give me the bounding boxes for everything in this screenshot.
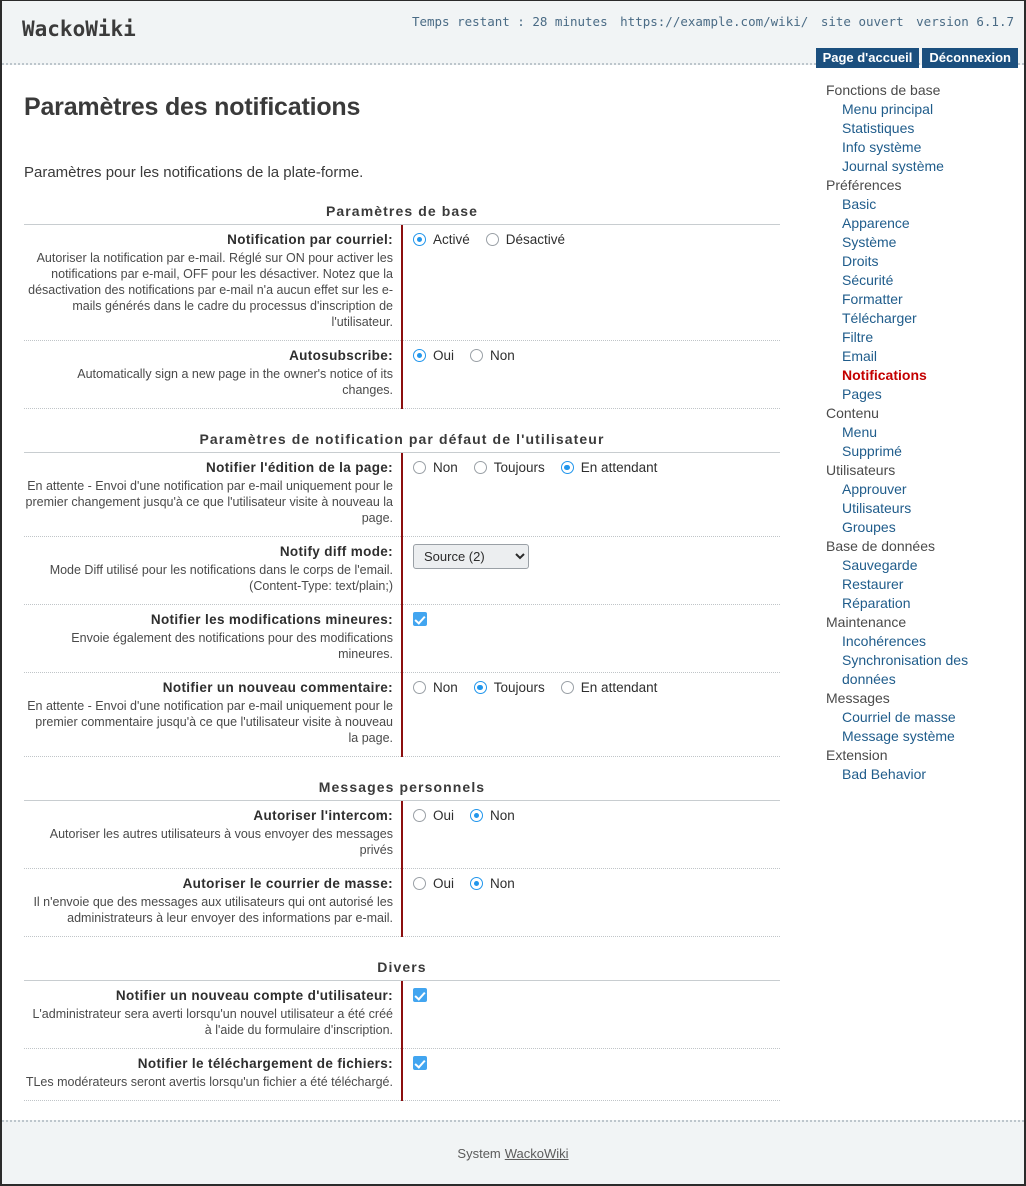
radio-option-label: Non: [490, 808, 515, 823]
setting-label-cell: [24, 673, 402, 757]
setting-label: Autoriser le courrier de masse:: [182, 876, 393, 891]
radio-option[interactable]: [474, 460, 545, 475]
sidebar-item-sauvegarde[interactable]: Sauvegarde: [842, 557, 918, 573]
radio-button-icon[interactable]: [470, 809, 483, 822]
sidebar-item-supprim[interactable]: Supprimé: [842, 443, 902, 459]
sidebar-item-groupes[interactable]: Groupes: [842, 519, 896, 535]
setting-label: Notifier le téléchargement de fichiers:: [137, 1056, 393, 1071]
page-intro: Paramètres pour les notifications de la plate-forme.: [24, 164, 364, 181]
page-body: [2, 65, 1024, 1121]
setting-description: L'administrateur sera averti lorsqu'un nouvel utilisateur a été créé à l'aide du formulaire d'inscription.: [32, 1007, 393, 1037]
sidebar-item-basic[interactable]: Basic: [842, 196, 877, 212]
sidebar-item-menu[interactable]: Menu: [842, 424, 878, 440]
sidebar-item-pages[interactable]: Pages: [842, 386, 882, 402]
radio-option-label: Non: [433, 680, 458, 695]
sidebar-item-email[interactable]: Email: [842, 348, 878, 364]
setting-description: Envoie également des notifications pour des modifications mineures.: [71, 631, 393, 661]
setting-description: En attente - Envoi d'une notification par e-mail uniquement pour le premier commentaire jusqu'à ce que l'utilisateur visite à nouveau la page.: [27, 699, 393, 745]
radio-group: [413, 808, 780, 823]
radio-option-label: Toujours: [493, 460, 545, 475]
section-title: Messages personnels: [24, 757, 780, 801]
sidebar-item-restaurer[interactable]: Restaurer: [842, 576, 904, 592]
sidebar-item-approuver[interactable]: Approuver: [842, 481, 907, 497]
sidebar-group-label: Base de données: [826, 538, 935, 554]
radio-option-label: Oui: [433, 876, 455, 891]
setting-label-cell: [24, 225, 402, 341]
setting-label: Autoriser l'intercom:: [253, 808, 393, 823]
setting-description: En attente - Envoi d'une notification par e-mail uniquement pour le premier changement jusqu'à ce que l'utilisateur visite à nouveau la page.: [25, 479, 393, 525]
radio-option[interactable]: [561, 680, 658, 695]
setting-control-cell: [402, 1049, 780, 1101]
radio-group: [413, 876, 780, 891]
radio-option[interactable]: [413, 232, 470, 247]
settings-table: [24, 453, 780, 757]
setting-label: Notifier les modifications mineures:: [150, 612, 393, 627]
checkbox-input[interactable]: [413, 1056, 427, 1070]
sidebar-group-label: Messages: [826, 690, 890, 706]
setting-description: TLes modérateurs seront avertis lorsqu'un fichier a été téléchargé.: [25, 1075, 393, 1089]
sidebar-nav: [802, 81, 1014, 784]
setting-description: Autoriser les autres utilisateurs à vous envoyer des messages privés: [49, 827, 393, 857]
radio-option[interactable]: [413, 808, 454, 823]
radio-option[interactable]: [470, 808, 515, 823]
radio-group: [413, 232, 780, 247]
setting-description: Il n'envoie que des messages aux utilisateurs qui ont autorisé les administrateurs à leur envoyer des informations par e-mail.: [33, 895, 393, 925]
setting-row: [24, 453, 780, 537]
sidebar-item-apparence[interactable]: Apparence: [842, 215, 910, 231]
setting-row: [24, 869, 780, 937]
setting-label-cell: [24, 869, 402, 937]
radio-group: [413, 680, 780, 695]
radio-option-label: Désactivé: [505, 232, 566, 247]
footer-prefix: System: [457, 1145, 501, 1161]
setting-label: Notify diff mode:: [279, 544, 393, 559]
setting-row: [24, 225, 780, 341]
radio-group: [413, 348, 780, 363]
sidebar-item-incoh-rences[interactable]: Incohérences: [842, 633, 927, 649]
radio-option-label: Activé: [433, 232, 470, 247]
setting-label-cell: [24, 981, 402, 1049]
radio-button-icon[interactable]: [474, 681, 487, 694]
sidebar-item-journal-syst-me[interactable]: Journal système: [842, 158, 944, 174]
sidebar-item-synchronisation-des-donn-es[interactable]: Synchronisation des données: [842, 652, 969, 687]
setting-row: [24, 605, 780, 673]
setting-row: [24, 537, 780, 605]
setting-control-cell: [402, 605, 780, 673]
radio-option[interactable]: [413, 680, 458, 695]
site-state-text: site ouvert: [820, 14, 904, 29]
radio-option[interactable]: [470, 876, 515, 891]
radio-option-label: Non: [433, 460, 458, 475]
sidebar-item-message-syst-me[interactable]: Message système: [842, 728, 955, 744]
setting-row: [24, 1049, 780, 1101]
radio-button-icon[interactable]: [413, 877, 426, 890]
setting-control-cell: [402, 537, 780, 605]
setting-label: Notification par courriel:: [227, 232, 393, 247]
sidebar-item-utilisateurs[interactable]: Utilisateurs: [842, 500, 912, 516]
radio-option-label: Oui: [433, 808, 455, 823]
setting-control-cell: [402, 453, 780, 537]
setting-label-cell: [24, 801, 402, 869]
setting-label-cell: [24, 1049, 402, 1101]
section-title: Paramètres de notification par défaut de l'utilisateur: [24, 409, 780, 453]
sidebar-item-statistiques[interactable]: Statistiques: [842, 120, 915, 136]
radio-option[interactable]: [486, 232, 565, 247]
settings-table: [24, 981, 780, 1101]
radio-button-icon[interactable]: [413, 681, 426, 694]
sidebar-item-s-curit[interactable]: Sécurité: [842, 272, 894, 288]
checkbox-input[interactable]: [413, 988, 427, 1002]
setting-label-cell: [24, 605, 402, 673]
main-content: [2, 65, 802, 1163]
sidebar-group-label: Fonctions de base: [826, 82, 941, 98]
sidebar-group-label: Extension: [826, 747, 888, 763]
home-button[interactable]: Page d'accueil: [816, 48, 920, 68]
section-title: Divers: [24, 937, 780, 981]
settings-sections: [24, 181, 780, 1101]
radio-option-label: Non: [490, 348, 515, 363]
setting-row: [24, 801, 780, 869]
sidebar-item-syst-me[interactable]: Système: [842, 234, 897, 250]
sidebar-item-notifications[interactable]: Notifications: [842, 367, 927, 383]
setting-label: Notifier l'édition de la page:: [206, 460, 393, 475]
section-title: Paramètres de base: [24, 181, 780, 225]
setting-label-cell: [24, 341, 402, 409]
radio-group: [413, 460, 780, 475]
radio-button-icon[interactable]: [413, 461, 426, 474]
setting-row: [24, 341, 780, 409]
radio-option[interactable]: [474, 680, 545, 695]
setting-row: [24, 673, 780, 757]
sidebar-item-droits[interactable]: Droits: [842, 253, 879, 269]
setting-control-cell: [402, 981, 780, 1049]
radio-option-label: En attendant: [580, 460, 658, 475]
sidebar-group-label: Maintenance: [826, 614, 907, 630]
version-text: version 6.1.7: [916, 14, 1014, 29]
radio-button-icon[interactable]: [470, 877, 483, 890]
site-logo: WackoWiki: [22, 17, 136, 41]
sidebar-item-filtre[interactable]: Filtre: [842, 329, 874, 345]
radio-option-label: Oui: [433, 348, 455, 363]
setting-control-cell: [402, 801, 780, 869]
setting-description: Mode Diff utilisé pour les notifications dans le corps de l'email. (Content-Type: text/plain;): [49, 563, 393, 593]
setting-label: Autosubscribe:: [289, 348, 393, 363]
radio-button-icon[interactable]: [486, 233, 499, 246]
setting-control-cell: [402, 869, 780, 937]
settings-table: [24, 801, 780, 937]
setting-label: Notifier un nouveau commentaire:: [162, 680, 393, 695]
sidebar-item-menu-principal[interactable]: Menu principal: [842, 101, 934, 117]
radio-option[interactable]: [561, 460, 658, 475]
setting-description: Autoriser la notification par e-mail. Réglé sur ON pour activer les notifications par e-mail, OFF pour les désactiver. Notez que la désactivation des notifications par e-mail n'a aucun effet sur les e-mails générés dans le cadre du processus d'inscription de l'utilisateur.: [28, 251, 393, 329]
setting-control-cell: [402, 225, 780, 341]
time-remaining-text: Temps restant : 28 minutes: [411, 14, 608, 29]
radio-button-icon[interactable]: [561, 461, 574, 474]
radio-button-icon[interactable]: [413, 349, 426, 362]
radio-option[interactable]: [413, 876, 454, 891]
setting-label-cell: [24, 453, 402, 537]
header-status-line: [407, 14, 1014, 29]
setting-label-cell: [24, 537, 402, 605]
radio-button-icon[interactable]: [470, 349, 483, 362]
radio-option[interactable]: [470, 348, 515, 363]
sidebar-item-courriel-de-masse[interactable]: Courriel de masse: [842, 709, 956, 725]
setting-label: Notifier un nouveau compte d'utilisateur:: [115, 988, 393, 1003]
setting-control-cell: [402, 341, 780, 409]
diff-mode-select[interactable]: [413, 544, 529, 569]
setting-description: Automatically sign a new page in the owner's notice of its changes.: [77, 367, 393, 397]
radio-button-icon[interactable]: [561, 681, 574, 694]
sidebar-group-label: Utilisateurs: [826, 462, 896, 478]
radio-button-icon[interactable]: [413, 809, 426, 822]
radio-button-icon[interactable]: [413, 233, 426, 246]
page-footer: [2, 1120, 1024, 1184]
sidebar-item-r-paration[interactable]: Réparation: [842, 595, 911, 611]
sidebar-item-bad-behavior[interactable]: Bad Behavior: [842, 766, 927, 782]
checkbox-input[interactable]: [413, 612, 427, 626]
setting-row: [24, 981, 780, 1049]
logout-button[interactable]: Déconnexion: [922, 48, 1018, 68]
radio-option-label: Toujours: [493, 680, 545, 695]
sidebar-item-t-l-charger[interactable]: Télécharger: [842, 310, 917, 326]
page-title: Paramètres des notifications: [24, 93, 361, 121]
sidebar-group-label: Préférences: [826, 177, 902, 193]
site-url-text: https://example.com/wiki/: [620, 14, 809, 29]
sidebar-group-label: Contenu: [826, 405, 879, 421]
sidebar-item-formatter[interactable]: Formatter: [842, 291, 903, 307]
page-header: [2, 1, 1024, 65]
radio-option[interactable]: [413, 348, 454, 363]
footer-wackowiki-link[interactable]: WackoWiki: [504, 1145, 569, 1161]
radio-button-icon[interactable]: [474, 461, 487, 474]
sidebar-item-info-syst-me[interactable]: Info système: [842, 139, 922, 155]
admin-sidebar: [802, 81, 1014, 784]
setting-control-cell: [402, 673, 780, 757]
radio-option[interactable]: [413, 460, 458, 475]
radio-option-label: Non: [490, 876, 515, 891]
settings-table: [24, 225, 780, 409]
radio-option-label: En attendant: [580, 680, 658, 695]
